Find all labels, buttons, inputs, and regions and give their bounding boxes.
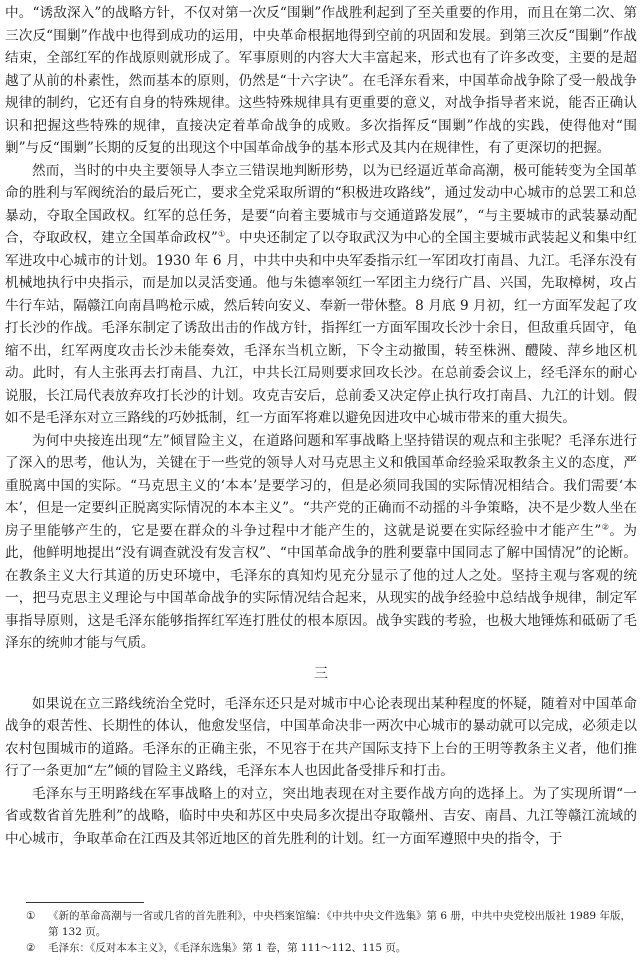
footnote-ref-1[interactable]: ① [217,229,226,239]
footnote-number: ① [26,910,36,922]
footnote-text: 《新的革命高潮与一省或几省的首先胜利》，中央档案馆编：《中共中央文件选集》第 6 册，中共中央党校出版社 1989 年版，第 132 页。 [48,910,631,938]
paragraph-4: 如果说在立三路线统治全党时，毛泽东还只是对城市中心论表现出某种程度的怀疑，随着对中国革命战争的艰苦性、长期性的体认，他愈发坚信，中国革命决非一两次中心城市的暴动就可以完成，必须走以农村包围城市的道路。毛泽东的正确主张，不见容于在共产国际支持下上台的王明等教条主义者，他们推行了一条更加“左”倾的冒险主义路线，毛泽东本人也因此备受排斥和打击。 [5,695,637,779]
footnote-1 [26,908,631,940]
section-number: 三 [314,665,328,682]
paragraph-2: 然而，当时的中央主要领导人李立三错误地判断形势，以为已经逼近革命高潮，极可能转变为全国革命的胜利与军阀统治的最后死亡，要求全党采取所谓的“积极进攻路线”，通过发动中心城市的总罢工和总暴动，夺取全国政权。红军的总任务，是要“向着主要城市与交通道路发展”，“与主要城市的武装暴动配合，夺取政权，建立全国革命政权”①。中央还制定了以夺取武汉为中心的全国主要城市武装起义和集中红军进攻中心城市的计划。1930 年 6 月，中共中央和中央军委指示红一军团攻打南昌、九江。毛泽东没有机械地执行中央指示，而是加以灵活变通。他与朱德率领红一军团主力绕行广昌、兴国，先取樟树，攻占牛行车站，隔赣江向南昌鸣枪示威，然后转向安义、奉新一带休整。8 月底 9 月初，红一方面军发起了攻打长沙的作战。毛泽东制定了诱敌出击的作战方针，指挥红一方面军围攻长沙十余日，但敌重兵固守，龟缩不出，红军两度攻击长沙未能奏效，毛泽东当机立断，下令主动撤围，转至株洲、醴陵、萍乡地区机动。此时，有人主张再去打南昌、九江，中共长江局则要求回攻长沙。在总前委会议上，经毛泽东的耐心说服，长江局代表放弃攻打长沙的计划。攻克吉安后，总前委又决定停止执行攻打南昌、九江的计划。假如不是毛泽东对立三路线的巧妙抵制，红一方面军将难以避免因进攻中心城市带来的重大损失。 [5,162,638,426]
footnote-ref-2[interactable]: ② [601,521,610,531]
paragraph-1: 中。“诱敌深入”的战略方针，不仅对第一次反“围剿”作战胜利起到了至关重要的作用，而且在第二次、第三次反“围剿”作战中也得到成功的运用，中央革命根据地得到空前的巩固和发展。到第三次反“围剿”作战结束，全部红军的作战原则就形成了。军事原则的内容大大丰富起来，形式也有了许多改变，主要的是超越了从前的朴素性，然而基本的原则，仍然是“十六字诀”。在毛泽东看来，中国革命战争除了受一般战争规律的制约，它还有自身的特殊规律。这些特殊规律具有更重要的意义，对战争指导者来说，能否正确认识和把握这些特殊的规律，直接决定着革命战争的成败。多次指挥反“围剿”作战的实践，使得他对“围剿”与反“围剿”长期的反复的出现这个中国革命战争的基本形式及其内在规律性，有了更深切的把握。 [5,5,637,156]
footnote-2 [26,940,631,956]
footnote-text: 毛泽东：《反对本本主义》，《毛泽东选集》第 1 卷，第 111～112、115 页。 [48,942,407,954]
footnotes [26,908,631,956]
footnote-number: ② [26,942,36,954]
paragraph-3: 为何中央接连出现“左”倾冒险主义，在道路问题和军事战略上坚持错误的观点和主张呢？毛泽东进行了深入的思考，他认为，关键在于一些党的领导人对马克思主义和俄国革命经验采取教条主义的态度，严重脱离中国的实际。“马克思主义的‘本本’是要学习的，但是必须同我国的实际情况相结合。我们需要‘本本’，但是一定要纠正脱离实际情况的本本主义”。“共产党的正确而不动摇的斗争策略，决不是少数人坐在房子里能够产生的，它是要在群众的斗争过程中才能产生的，这就是说要在实际经验中才能产生”②。为此，他鲜明地提出“没有调查就没有发言权”、“中国革命战争的胜利要靠中国同志了解中国情况”的论断。在教条主义大行其道的历史环境中，毛泽东的真知灼见充分显示了他的过人之处。坚持主观与客观的统一，把马克思主义理论与中国革命战争的实际情况结合起来，从现实的战争经验中总结战争规律，制定军事指导原则，这是毛泽东能够指挥红军连打胜仗的根本原因。战争实践的考验，也极大地锤炼和砥砺了毛泽东的统帅才能与气质。 [5,432,638,651]
footnote-divider [26,902,144,903]
document-page [5,2,637,850]
paragraph-5: 毛泽东与王明路线在军事战略上的对立，突出地表现在对主要作战方向的选择上。为了实现所谓“一省或数省首先胜利”的战略，临时中央和苏区中央局多次提出夺取赣州、吉安、南昌、九江等赣江流域的中心城市，争取革命在江西及其邻近地区的首先胜利的计划。红一方面军遵照中央的指令，于 [5,785,637,847]
